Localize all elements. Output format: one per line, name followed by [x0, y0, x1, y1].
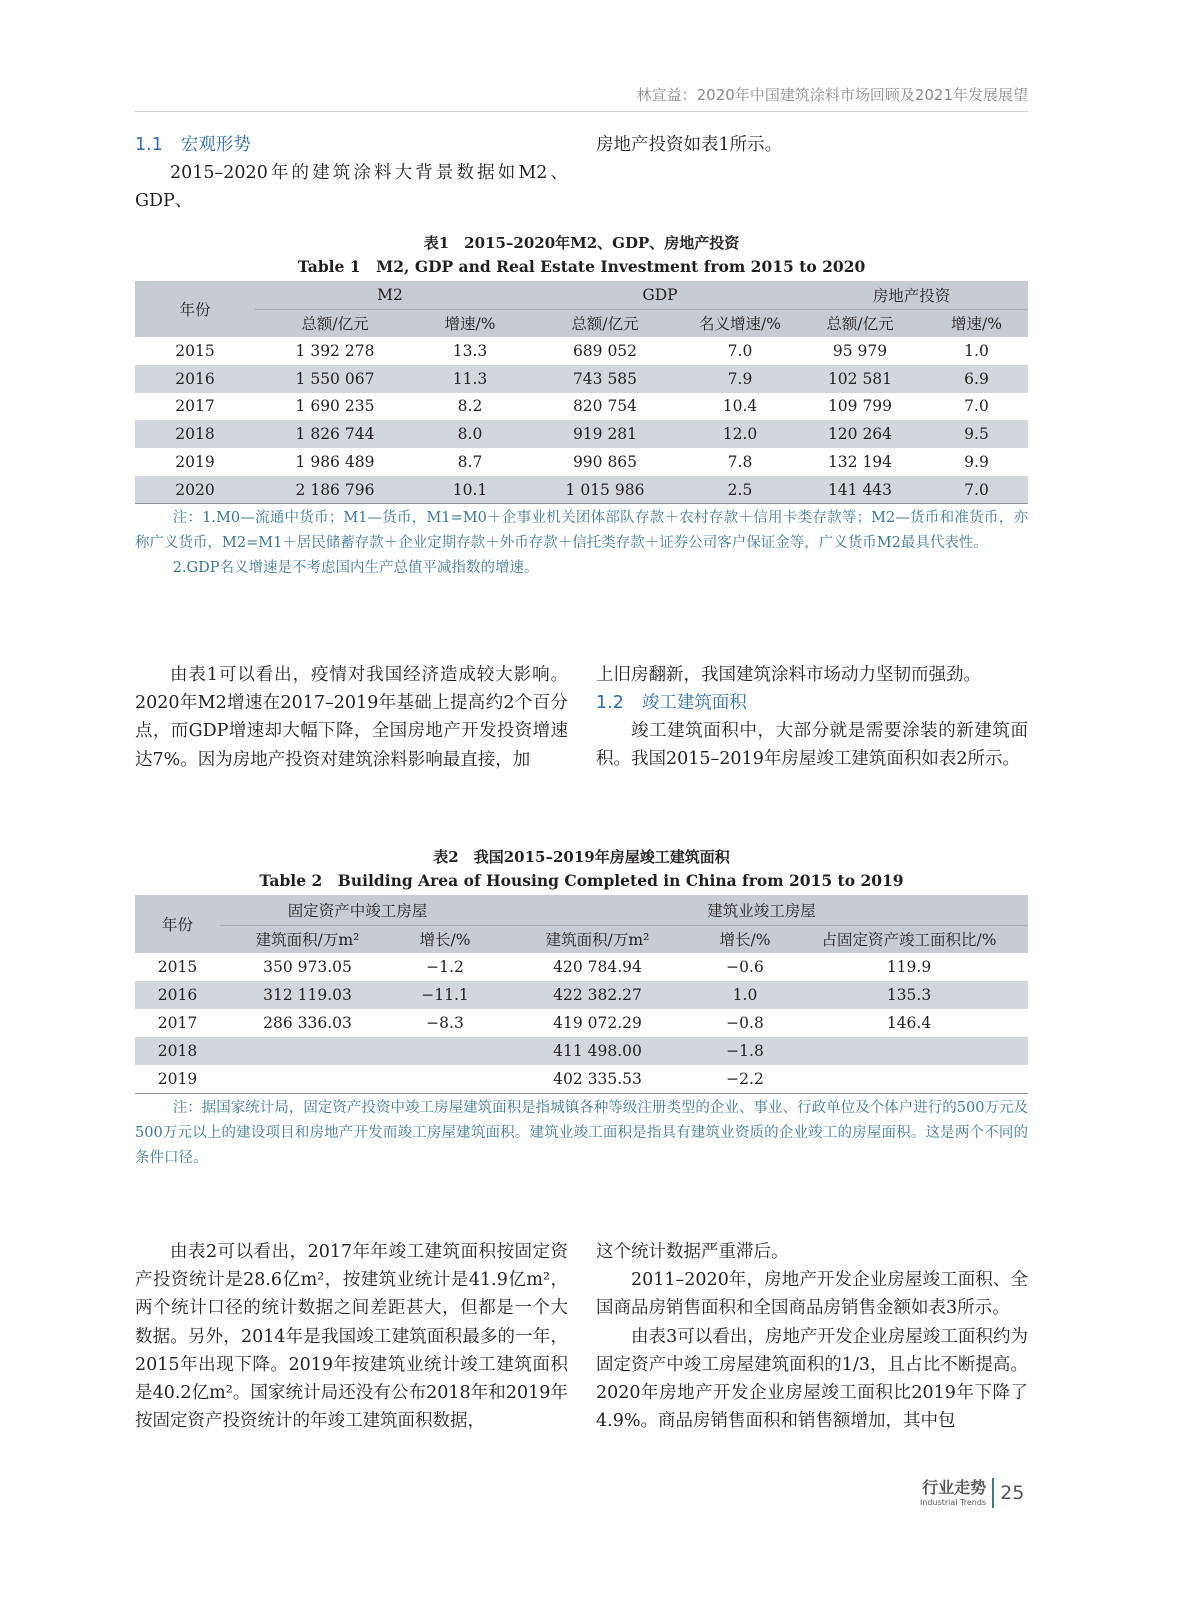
table-cell: 1 690 235: [295, 397, 375, 416]
table-cell: 7.0: [727, 341, 753, 360]
table-cell: 312 119.03: [263, 986, 352, 1004]
table-cell: 132 194: [827, 453, 893, 472]
page-number: 25: [1000, 1482, 1025, 1504]
section-number: 1.2: [596, 693, 624, 714]
table-cell: 120 264: [827, 425, 893, 444]
column-name-cn: 行业走势: [922, 1478, 987, 1497]
note: 2.GDP名义增速是不考虑国内生产总值平减指数的增速。: [172, 560, 539, 576]
right-column-para2: [596, 661, 1028, 774]
note: 注：1.M0—流通中货币；M1—货币，M1=M0＋企事业机关团体部队存款＋农村存款＋信用卡类存款等；M2—货币和准货币，亦称广义货币，M2=M1＋居民储蓄存款＋企业定期存款＋外币存款＋信托类存款＋证券公司客户保证金等，广义货币M2最具代表性。: [135, 510, 1028, 551]
page-footer: [920, 1478, 1024, 1508]
year-cell: 2019: [175, 453, 215, 472]
table-cell: 919 281: [572, 425, 638, 444]
table2-notes: [135, 1096, 1028, 1171]
left-column-para2: [135, 661, 568, 774]
table-cell: 1.0: [964, 341, 989, 360]
section-heading-1-1: [135, 131, 568, 159]
table-cell: 8.0: [457, 425, 483, 444]
table-cell: 11.3: [452, 369, 488, 388]
header-gdp: GDP: [642, 285, 678, 304]
table-cell: 109 799: [827, 397, 893, 416]
table1-title-en: Table 1 M2, GDP and Real Estate Investment from 2015 to 2020: [297, 257, 866, 276]
section-title: 宏观形势: [180, 135, 251, 155]
table-cell: 1 986 489: [295, 453, 375, 472]
subheader: 增速/%: [925, 309, 1028, 337]
section-heading-1-2: [596, 689, 1028, 717]
table-cell: 8.2: [457, 397, 483, 416]
running-header: 林宣益：2020年中国建筑涂料市场回顾及2021年发展展望: [135, 84, 1028, 112]
section-number: 1.1: [135, 135, 163, 155]
table-cell: 10.4: [722, 397, 758, 416]
table-row: [135, 393, 1028, 421]
table-cell: [395, 1065, 495, 1093]
table-row: [135, 1037, 1028, 1065]
table-row: [135, 1065, 1028, 1093]
table-cell: 13.3: [452, 341, 488, 360]
table-cell: 820 754: [572, 397, 638, 416]
table-cell: 743 585: [572, 369, 638, 388]
year-cell: 2019: [157, 1069, 198, 1088]
year-cell: 2015: [175, 341, 215, 360]
paragraph: 2011–2020年，房地产开发企业房屋竣工面积、全国商品房销售面积和全国商品房销售金额如表3所示。: [596, 1270, 1028, 1319]
year-cell: 2016: [157, 986, 198, 1004]
paragraph: 2015–2020年的建筑涂料大背景数据如M2、GDP、: [135, 163, 568, 212]
paragraph: 竣工建筑面积中，大部分就是需要涂装的新建筑面积。我国2015–2019年房屋竣工建筑面积如表2所示。: [596, 721, 1028, 770]
right-column-intro: [596, 131, 1028, 159]
table-cell: −11.1: [421, 986, 469, 1004]
subheader: 增长/%: [700, 925, 790, 953]
section-title: 竣工建筑面积: [641, 693, 747, 714]
table-cell: 7.9: [727, 369, 753, 388]
table-row: [135, 365, 1028, 393]
right-column-para3: [596, 1238, 1028, 1435]
subheader: 名义增速/%: [685, 309, 795, 337]
column-name-en: Industrial Trends: [920, 1498, 987, 1507]
table2: [135, 895, 1028, 1094]
paragraph: 由表3可以看出，房地产开发企业房屋竣工面积约为固定资产中竣工房屋建筑面积的1/3，且占比不断提高。2020年房地产开发企业房屋竣工面积比2019年下降了4.9%。商品房销售面积和销售额增加，其中包: [596, 1326, 1028, 1432]
subheader: 总额/亿元: [525, 309, 685, 337]
table2-title-cn: 表2 我国2015–2019年房屋竣工建筑面积: [433, 848, 730, 866]
year-cell: 2020: [175, 480, 215, 499]
header-construction: 建筑业竣工房屋: [707, 901, 816, 920]
paragraph: 房地产投资如表1所示。: [596, 135, 783, 155]
left-column-para3: [135, 1238, 568, 1435]
year-cell: 2018: [157, 1042, 198, 1060]
table-cell: −2.2: [726, 1069, 764, 1088]
paragraph: 由表1可以看出，疫情对我国经济造成较大影响。2020年M2增速在2017–2019年基础上提高约2个百分点，而GDP增速却大幅下降，全国房地产开发投资增速达7%。因为房地产投资对建筑涂料影响最直接，加: [135, 665, 568, 770]
table-row: [135, 953, 1028, 981]
table-cell: [790, 1037, 1028, 1065]
table-cell: [395, 1037, 495, 1065]
table-cell: 419 072.29: [553, 1014, 642, 1032]
year-cell: 2018: [175, 425, 215, 444]
year-cell: 2015: [157, 958, 198, 976]
table-cell: 1 550 067: [295, 369, 375, 388]
table-cell: 7.0: [964, 480, 989, 499]
table-row: [135, 337, 1028, 365]
paragraph: 这个统计数据严重滞后。: [596, 1242, 789, 1262]
subheader: 总额/亿元: [255, 309, 415, 337]
table-cell: 689 052: [572, 341, 638, 360]
table-cell: 422 382.27: [553, 986, 642, 1004]
table-cell: 12.0: [722, 425, 758, 444]
table-cell: 1.0: [732, 986, 758, 1004]
header-m2: M2: [377, 285, 403, 304]
note: 注：据国家统计局，固定资产投资中竣工房屋建筑面积是指城镇各种等级注册类型的企业、事业、行政单位及个体户进行的500万元及500万元以上的建设项目和房地产开发而竣工房屋建筑面积。建筑业竣工面积是指具有建筑业资质的企业竣工的房屋面积。这是两个不同的条件口径。: [135, 1100, 1028, 1166]
table-cell: 6.9: [964, 369, 989, 388]
year-cell: 2016: [175, 369, 215, 388]
table-row: [135, 1009, 1028, 1037]
table-row: [135, 420, 1028, 448]
table-cell: 8.7: [457, 453, 483, 472]
left-column-intro: [135, 131, 568, 215]
table-cell: 1 826 744: [295, 425, 375, 444]
table-cell: 102 581: [827, 369, 893, 388]
table-cell: 286 336.03: [263, 1014, 352, 1032]
subheader: 增长/%: [395, 925, 495, 953]
table-row: [135, 448, 1028, 476]
table-cell: 1 392 278: [295, 341, 375, 360]
subheader: 占固定资产竣工面积比/%: [790, 925, 1028, 953]
table-cell: 420 784.94: [553, 958, 642, 976]
table-cell: 2.5: [727, 480, 753, 499]
table-cell: 1 015 986: [565, 480, 645, 499]
subheader: 增速/%: [415, 309, 525, 337]
table-cell: 350 973.05: [263, 958, 352, 976]
table-cell: −1.8: [726, 1042, 764, 1060]
paragraph: 由表2可以看出，2017年年竣工建筑面积按固定资产投资统计是28.6亿m²，按建筑业统计是41.9亿m²，两个统计口径的统计数据之间差距甚大，但都是一个大数据。另外，2014年是我国竣工建筑面积最多的一年，2015年出现下降。2019年按建筑业统计竣工建筑面积是40.2亿m²。国家统计局还没有公布2018年和2019年按固定资产投资统计的年竣工建筑面积数据，: [135, 1242, 568, 1432]
table-cell: [790, 1065, 1028, 1093]
subheader: 总额/亿元: [795, 309, 925, 337]
table-cell: 9.9: [964, 453, 989, 472]
header-year: 年份: [161, 916, 193, 934]
table-cell: 9.5: [964, 425, 989, 444]
table-cell: 7.8: [727, 453, 753, 472]
subheader: 建筑面积/万m²: [220, 925, 395, 953]
header-fixed-assets: 固定资产中竣工房屋: [287, 901, 428, 920]
table-cell: 95 979: [832, 341, 888, 360]
table1-notes: [135, 506, 1028, 581]
table-cell: −1.2: [426, 958, 464, 976]
table1: [135, 281, 1028, 504]
table-cell: [220, 1037, 395, 1065]
table1-title-cn: 表1 2015–2020年M2、GDP、房地产投资: [423, 234, 740, 252]
year-cell: 2017: [157, 1014, 198, 1032]
header-real-estate: 房地产投资: [872, 286, 951, 305]
table-cell: 141 443: [827, 480, 893, 499]
year-cell: 2017: [175, 397, 215, 416]
table-cell: 402 335.53: [553, 1069, 642, 1088]
table-cell: [220, 1065, 395, 1093]
table-cell: 119.9: [886, 958, 932, 976]
table-row: [135, 476, 1028, 504]
table2-title-en: Table 2 Building Area of Housing Completed in China from 2015 to 2019: [259, 871, 904, 890]
subheader: 建筑面积/万m²: [495, 925, 700, 953]
table-cell: 135.3: [886, 986, 932, 1004]
paragraph: 上旧房翻新，我国建筑涂料市场动力坚韧而强劲。: [596, 665, 981, 685]
table-cell: −0.6: [726, 958, 764, 976]
table-cell: 7.0: [964, 397, 989, 416]
table-cell: 146.4: [886, 1014, 932, 1032]
table-cell: 990 865: [572, 453, 638, 472]
table-cell: −0.8: [726, 1014, 764, 1032]
table-cell: −8.3: [426, 1014, 464, 1032]
table-cell: 2 186 796: [295, 480, 375, 499]
header-year: 年份: [179, 301, 211, 319]
table-cell: 411 498.00: [553, 1042, 642, 1060]
table-row: [135, 981, 1028, 1009]
table-cell: 10.1: [452, 480, 488, 499]
